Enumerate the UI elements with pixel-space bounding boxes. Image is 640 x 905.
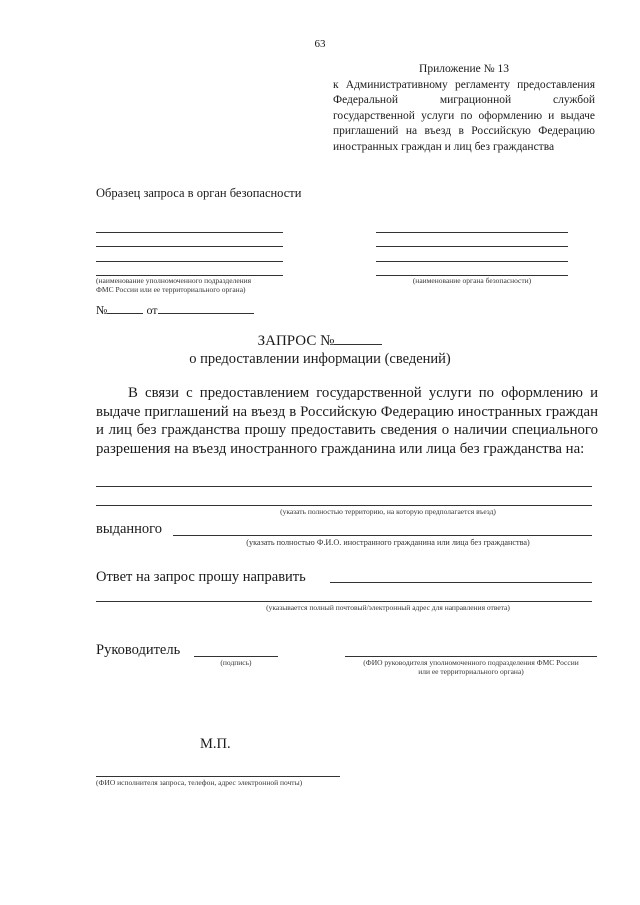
date-field[interactable] xyxy=(158,303,254,314)
reply-line-2[interactable] xyxy=(96,601,592,602)
signature-caption: (подпись) xyxy=(220,658,252,667)
territory-line-1[interactable] xyxy=(96,486,592,487)
head-name-caption xyxy=(330,658,612,676)
head-name-caption-line2: или ее территориального органа) xyxy=(418,667,524,676)
issued-line[interactable] xyxy=(173,535,592,536)
head-label: Руководитель xyxy=(96,642,181,658)
request-number-field[interactable] xyxy=(334,332,382,345)
page-number: 63 xyxy=(314,38,326,50)
right-line-2[interactable] xyxy=(376,246,568,247)
stamp-place: М.П. xyxy=(200,736,231,752)
issued-label: выданного xyxy=(96,521,163,537)
right-line-1[interactable] xyxy=(376,232,568,233)
signature-line[interactable] xyxy=(194,656,278,657)
left-caption-line2: ФМС России или ее территориального органа) xyxy=(96,285,246,294)
reply-line-1[interactable] xyxy=(330,582,592,583)
request-title-row xyxy=(0,332,640,350)
sample-title: Образец запроса в орган безопасности xyxy=(96,186,302,200)
appendix-header xyxy=(333,62,595,156)
left-caption-line1: (наименование уполномоченного подразделения xyxy=(96,276,252,285)
number-label: № xyxy=(96,303,108,317)
appendix-title: Приложение № 13 xyxy=(419,63,509,75)
territory-line-2[interactable] xyxy=(96,505,592,506)
issued-caption: (указать полностью Ф.И.О. иностранного гражданина или лица без гражданства) xyxy=(246,538,530,547)
number-field[interactable] xyxy=(107,303,143,314)
right-caption: (наименование органа безопасности) xyxy=(412,276,532,285)
appendix-body: к Административному регламенту предоставления Федеральной миграционной службой государственной услуги по оформлению и выдаче приглашений на въезд в Российскую Федерацию иностранных граждан и лиц без гражданства xyxy=(333,78,595,153)
left-caption xyxy=(96,276,296,294)
date-label: от xyxy=(146,303,158,317)
head-name-caption-line1: (ФИО руководителя уполномоченного подразделения ФМС России xyxy=(363,658,579,667)
reply-label: Ответ на запрос прошу направить xyxy=(96,569,306,585)
right-line-3[interactable] xyxy=(376,261,568,262)
request-body: В связи с предоставлением государственной услуги по оформлению и выдаче приглашений на въезд в Российскую Федерацию иностранных граждан и лиц без гражданства прошу предоставить сведения о наличии специального разрешения на въезд иностранного гражданина или лица без гражданства на: xyxy=(96,385,598,458)
reply-caption: (указывается полный почтовый/электронный адрес для направления ответа) xyxy=(266,603,510,612)
left-line-1[interactable] xyxy=(96,232,283,233)
left-line-2[interactable] xyxy=(96,246,283,247)
number-date-row xyxy=(96,303,254,318)
territory-caption: (указать полностью территорию, на которую предполагается въезд) xyxy=(280,507,496,516)
left-line-3[interactable] xyxy=(96,261,283,262)
request-title: ЗАПРОС № xyxy=(257,333,335,349)
executor-line[interactable] xyxy=(96,776,340,777)
executor-caption: (ФИО исполнителя запроса, телефон, адрес электронной почты) xyxy=(96,778,303,787)
request-subtitle: о предоставлении информации (сведений) xyxy=(189,351,451,367)
head-name-line[interactable] xyxy=(345,656,597,657)
